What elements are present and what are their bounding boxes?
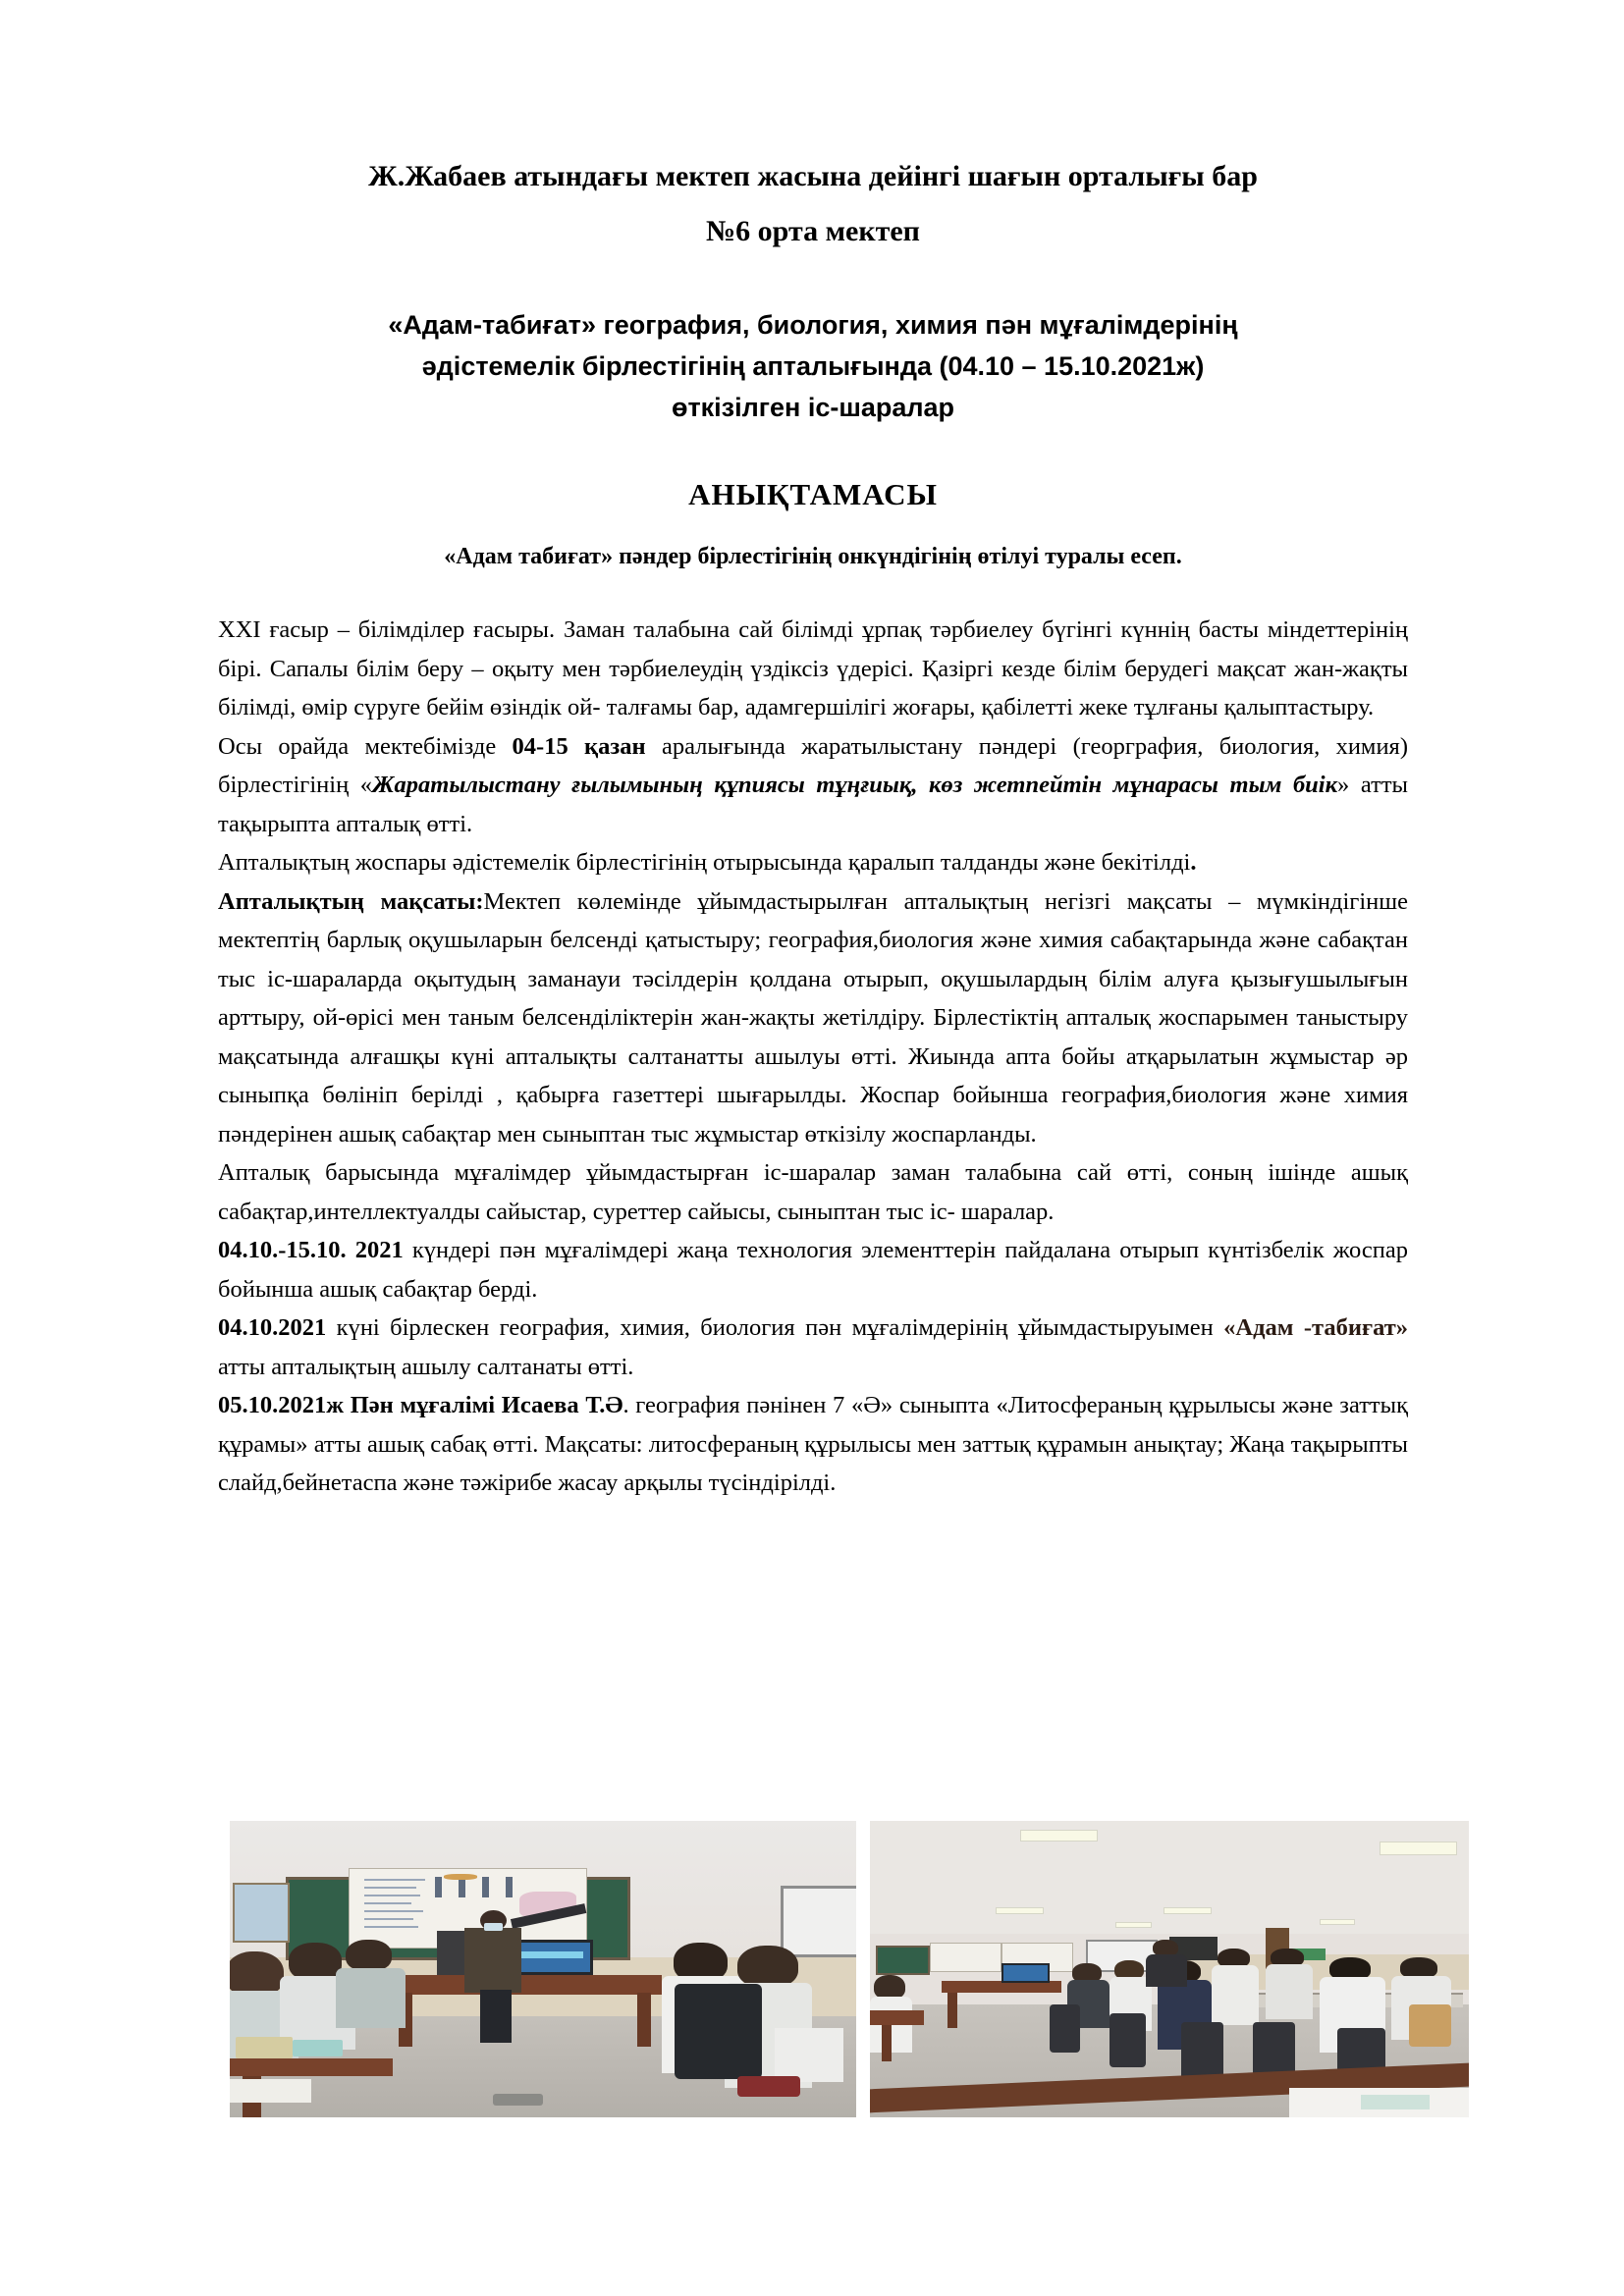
open-lessons-dates: 04.10.-15.10. 2021 xyxy=(218,1237,404,1263)
paragraph-plan-approved xyxy=(218,843,1408,882)
paragraph-opening-ceremony xyxy=(218,1308,1408,1386)
goal-text: Мектеп көлемінде ұйымдастырылған апталықтың негізгі мақсаты – мүмкіндігінше мектептің барлық оқушыларын белсенді қатыстыру; география,биология және химия сабақтарында және сабақтан тыс іс-шараларда оқытудың заманауи тәсілдерін қолдана отырып, оқушылардың білім алуға қызығушылығын арттыру, ой-өрісі мен таным белсенділіктерін жан-жақты жетілдіру. Бірлестіктің апталық жоспарымен таныстыру мақсатында алғашқы күні апталықты салтанатты ашылуы өтті. Жиында апта бойы атқарылатын жұмыстар әр сыныпқа бөлініп берілді , қабырға газеттері шығарылды. Жоспар бойынша география,биология және химия пәндерінен ашық сабақтар мен сыныптан тыс жұмыстар өткізілу жоспарланды. xyxy=(218,887,1408,1148)
opening-ceremony-date: 04.10.2021 xyxy=(218,1314,327,1341)
paragraph-activities xyxy=(218,1153,1408,1231)
event-title-line-3: өткізілген іс-шаралар xyxy=(671,393,955,422)
event-title-line-2: әдістемелік бірлестігінің апталығында (04.10 – 15.10.2021ж) xyxy=(421,351,1205,381)
paragraph-open-lessons xyxy=(218,1231,1408,1308)
paragraph-lesson-report xyxy=(218,1386,1408,1503)
document-heading: АНЫҚТАМАСЫ xyxy=(688,477,938,511)
paragraph-week-theme xyxy=(218,727,1408,844)
school-title xyxy=(218,149,1408,259)
paragraph-intro-text: XXI ғасыр – білімділер ғасыры. Заман талабына сай білімді ұрпақ тәрбиелеу бүгінгі күннің басты міндеттерінің бірі. Сапалы білім беру – оқыту мен тәрбиелеудің үздіксіз үдерісі. Қазіргі кезде білім берудегі мақсат жан-жақты білімді, өмір сүруге бейім өзіндік ой- талғамы бар, адамгершілігі жоғары, қабілетті жеке тұлғаны қалыптастыру. xyxy=(218,616,1408,721)
opening-ceremony-title: «Адам -табиғат» xyxy=(1223,1314,1408,1341)
activities-text: Апталық барысында мұғалімдер ұйымдастырған іс-шаралар заман талабына сай өтті, соның ішінде ашық сабақтар,интеллектуалды сайыстар, суреттер сайысы, сыныптан тыс іс- шаралар. xyxy=(218,1159,1408,1225)
week-theme-prefix: Осы орайда мектебімізде xyxy=(218,732,513,760)
school-title-line-2: №6 орта мектеп xyxy=(706,215,920,247)
week-dates: 04-15 қазан xyxy=(512,732,646,760)
document-content xyxy=(218,0,1408,1503)
opening-ceremony-text-b: атты апталықтың ашылу салтанаты өтті. xyxy=(218,1353,634,1380)
open-lessons-text: күндері пән мұғалімдері жаңа технология элементтерін пайдалана отырып күнтізбелік жоспар бойынша ашық сабақтар берді. xyxy=(218,1237,1408,1303)
photo-classroom-students-at-desks xyxy=(870,1821,1469,2117)
lesson-report-lead: 05.10.2021ж Пән мұғалімі Исаева Т.Ә xyxy=(218,1392,623,1418)
school-title-line-1: Ж.Жабаев атындағы мектеп жасына дейінгі шағын орталығы бар xyxy=(368,160,1258,192)
document-subheading: «Адам табиғат» пәндер бірлестігінің онкүндігінің өтілуі туралы есеп. xyxy=(444,544,1182,569)
photo-classroom-teacher-at-blackboard xyxy=(230,1821,856,2117)
opening-ceremony-text-a: күні бірлескен география, химия, биология пән мұғалімдерінің ұйымдастыруымен xyxy=(326,1314,1224,1341)
week-theme-mid: аралығында жаратылыстану пәндері (георграфия, биология, химия) бірлестігінің « xyxy=(218,732,1408,798)
photo-strip xyxy=(230,1821,1469,2117)
paragraph-goal xyxy=(218,882,1408,1154)
lesson-report-text: . география пәнінен 7 «Ә» сыныпта «Литосфераның құрылысы және заттық құрамы» атты ашық сабақ өтті. Мақсаты: литосфераның құрылысы мен заттық құрамын анықтау; Жаңа тақырыпты слайд,бейнетаспа және тәжірибе жасау арқылы түсіндірілді. xyxy=(218,1392,1408,1496)
event-title-line-1: «Адам-табиғат» география, биология, химия пән мұғалімдерінің xyxy=(388,310,1238,340)
plan-approved-text: Апталықтың жоспары әдістемелік бірлестігінің отырысында қаралып талданды және бекітілді xyxy=(218,849,1191,876)
document-body xyxy=(218,611,1408,1503)
plan-approved-period: . xyxy=(1190,849,1197,876)
event-title xyxy=(218,304,1408,428)
week-theme-quote: Жаратылыстану ғылымының құпиясы тұңғиық, көз жетпейтін мұнарасы тым биік xyxy=(372,772,1338,798)
week-theme-suffix: » атты тақырыпта апталық өтті. xyxy=(218,772,1408,837)
paragraph-intro xyxy=(218,611,1408,727)
goal-label: Апталықтың мақсаты: xyxy=(218,887,484,915)
